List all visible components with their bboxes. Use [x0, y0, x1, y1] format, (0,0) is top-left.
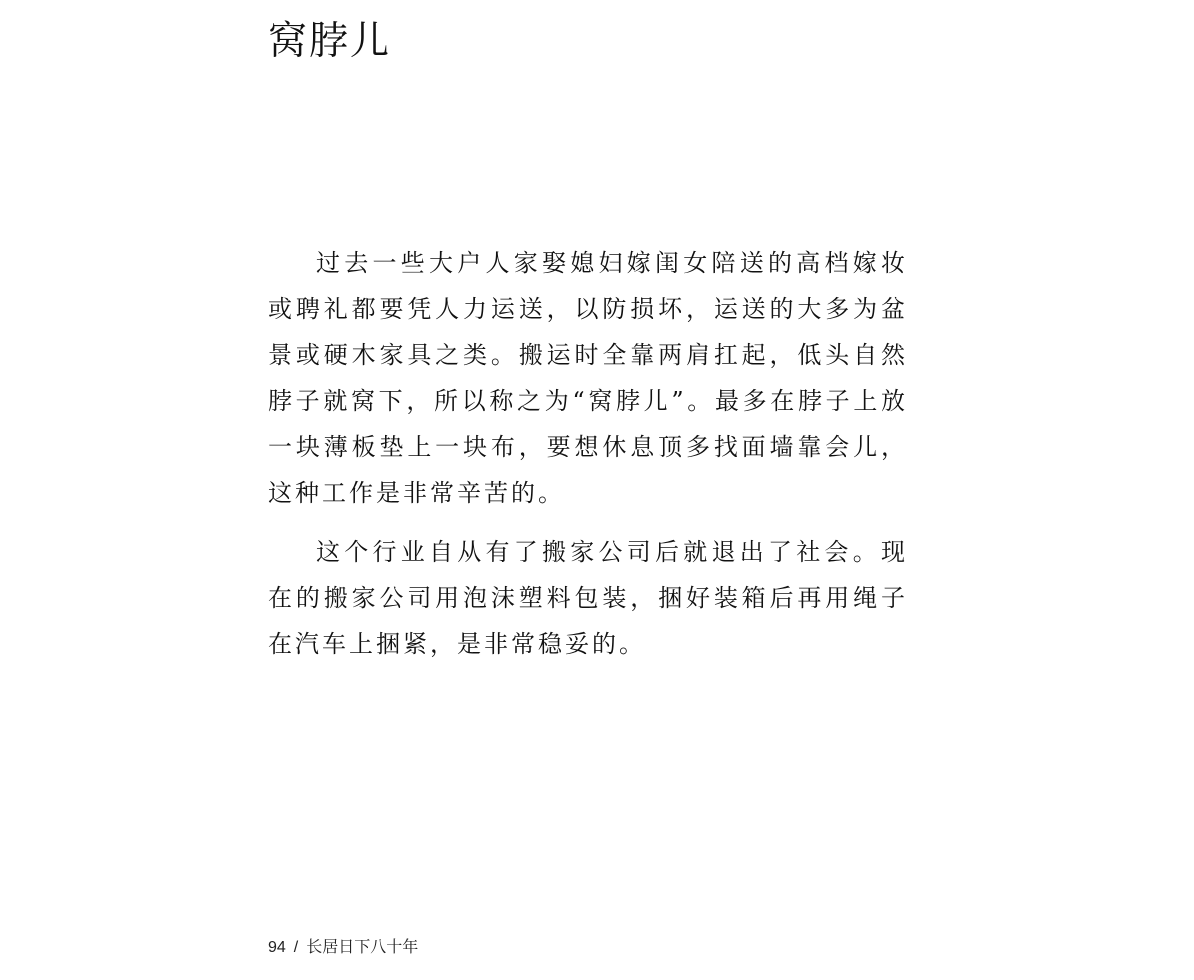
- paragraph-2: 这个行业自从有了搬家公司后就退出了社会。现在的搬家公司用泡沫塑料包装，捆好装箱后再用绳子在汽车上捆紧，是非常稳妥的。: [268, 538, 908, 658]
- footer-separator: /: [293, 939, 299, 956]
- page-number: 94: [268, 939, 286, 956]
- book-title: 长居日下八十年: [306, 939, 419, 956]
- page-footer: [268, 936, 418, 960]
- paragraph-1: 过去一些大户人家娶媳妇嫁闺女陪送的高档嫁妆或聘礼都要凭人力运送，以防损坏，运送的大多为盆景或硬木家具之类。搬运时全靠两肩扛起，低头自然脖子就窝下，所以称之为“窝脖儿”。最多在脖子上放一块薄板垫上一块布，要想休息顶多找面墙靠会儿，这种工作是非常辛苦的。: [268, 249, 908, 507]
- page-title: 窝脖儿: [268, 19, 392, 64]
- article-body: [268, 240, 908, 680]
